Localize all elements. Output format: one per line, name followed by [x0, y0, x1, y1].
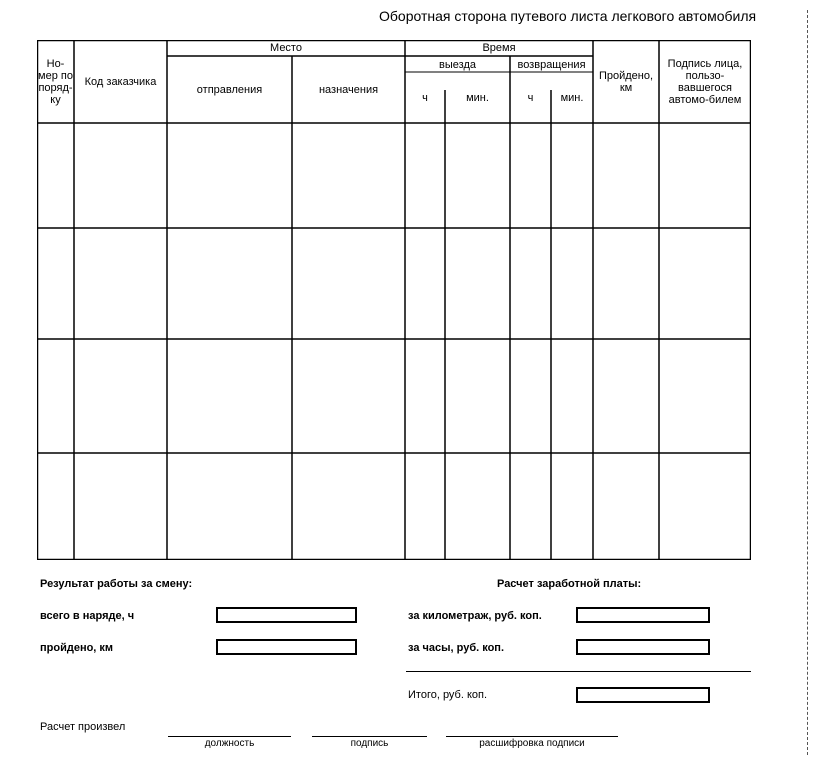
trip-table: [37, 40, 751, 560]
page-title: Оборотная сторона путевого листа легкового автомобиля: [379, 8, 757, 24]
cut-line: [807, 10, 808, 755]
position-caption: должность: [204, 738, 255, 749]
header-return-time: возвращения: [517, 58, 586, 71]
salary-heading: Расчет заработной платы:: [497, 578, 642, 590]
sign-caption: подпись: [350, 738, 389, 749]
total-pay-field[interactable]: [576, 687, 710, 703]
mileage-pay-label: за километраж, руб. коп.: [408, 610, 542, 622]
total-pay-label: Итого, руб. коп.: [408, 689, 488, 701]
header-departure-time: выезда: [439, 58, 476, 71]
table-row[interactable]: [37, 339, 751, 453]
distance-field[interactable]: [216, 639, 357, 655]
table-row[interactable]: [37, 228, 751, 339]
calculated-by-label: Расчет произвел: [40, 721, 126, 733]
hours-pay-label: за часы, руб. коп.: [408, 642, 505, 654]
header-time: Время: [482, 42, 516, 54]
total-divider: [406, 671, 751, 672]
header-row-number: Но-мер по поряд-ку: [38, 58, 73, 106]
header-return-hours: ч: [527, 92, 534, 104]
header-departure-minutes: мин.: [466, 92, 489, 104]
sign-line[interactable]: [312, 736, 427, 737]
decode-line[interactable]: [446, 736, 618, 737]
decode-caption: расшифровка подписи: [479, 738, 585, 749]
header-departure-hours: ч: [422, 92, 428, 104]
distance-label: пройдено, км: [40, 642, 114, 654]
header-customer-code: Код заказчика: [84, 76, 157, 88]
header-return-minutes: мин.: [560, 92, 584, 104]
total-hours-label: всего в наряде, ч: [40, 610, 135, 622]
total-hours-field[interactable]: [216, 607, 357, 623]
table-row[interactable]: [37, 123, 751, 228]
header-departure-place: отправления: [196, 84, 263, 96]
table-row[interactable]: [37, 453, 751, 560]
results-heading: Результат работы за смену:: [40, 578, 193, 590]
position-line[interactable]: [168, 736, 291, 737]
header-distance: Пройдено, км: [598, 70, 654, 94]
header-destination: назначения: [318, 84, 379, 96]
header-place: Место: [270, 42, 302, 54]
mileage-pay-field[interactable]: [576, 607, 710, 623]
hours-pay-field[interactable]: [576, 639, 710, 655]
header-signature: Подпись лица, пользо-вавшегося автомо-билем: [667, 58, 743, 106]
